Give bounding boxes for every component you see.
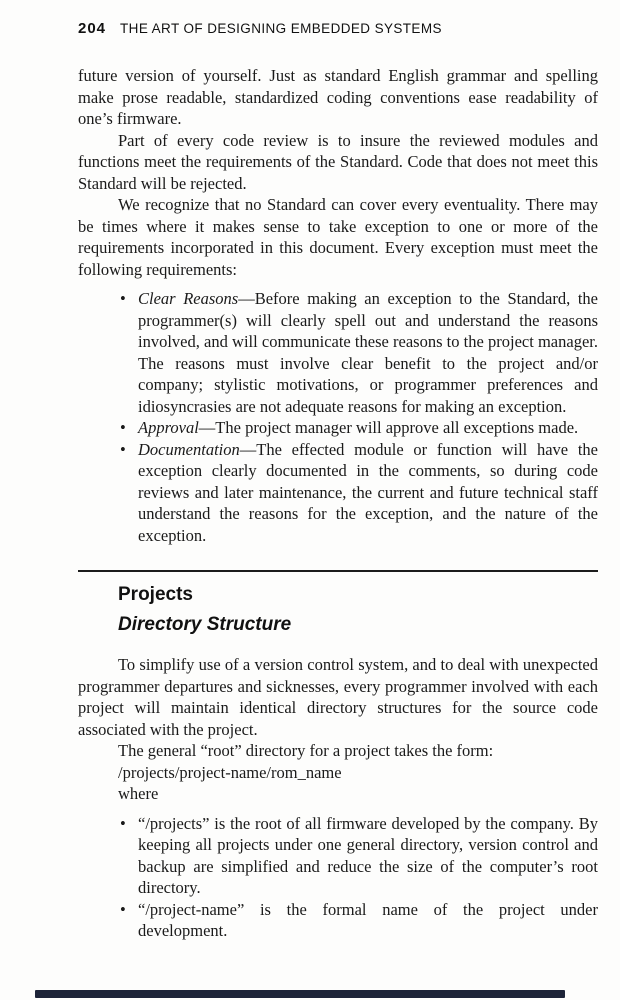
bullet-text: —The effected module or function will have the exception clearly documented in the comments, so during code reviews and later maintenance, the current and future technical staff understand the reasons for the exception, and the nature of the exception. [138,439,598,545]
bullet-term: Approval [138,418,199,437]
bullet-term: Clear Reasons [138,289,239,308]
bullet-text: —Before making an exception to the Standard, the programmer(s) will clearly spell out and understand the reasons involved, and will communicate these reasons to the project manager. The reasons must involve clear benefit to the project and/or company; stylistic motivations, or programmer preferences and idiosyncrasies are not adequate reasons for making an exception. [138,289,598,416]
section-divider-rule [78,570,598,572]
running-header [78,20,598,37]
list-item-projects-root [118,813,598,899]
bullet-text: “/projects” is the root of all firmware developed by the company. By keeping all projects under one general directory, version control and backup are simplified and reduce the size of the computer’s root directory. [138,813,598,897]
bullet-text: “/project-name” is the formal name of the project under development. [138,899,598,940]
paragraph-version-control: To simplify use of a version control system, and to deal with unexpected programmer departures and sicknesses, every programmer involved with each project will maintain identical directory structures for the source code associated with the project. [78,655,598,739]
directory-definitions-list [78,813,598,942]
list-item-documentation [118,439,598,547]
paragraph-code-review: Part of every code review is to insure the reviewed modules and functions meet the requirements of the Standard. Code that does not meet this Standard will be rejected. [78,130,598,193]
book-title: THE ART OF DESIGNING EMBEDDED SYSTEMS [120,21,442,36]
line-root-directory-intro: The general “root” directory for a project takes the form: [118,741,494,760]
list-item-clear-reasons [118,288,598,417]
line-where: where [118,784,159,803]
subheading-directory-structure: Directory Structure [118,614,292,635]
page-number: 204 [78,20,107,37]
list-item-approval [118,417,598,439]
bullet-text: —The project manager will approve all exceptions made. [198,418,579,437]
paragraph-continuation: future version of yourself. Just as standard English grammar and spelling make prose readable, standardized coding conventions ease readability of one’s firmware. [78,66,598,128]
scan-edge-artifact [35,990,565,998]
exception-requirements-list [78,288,598,546]
line-directory-path: /projects/project-name/rom_name [118,762,342,782]
section-heading-projects: Projects [118,584,193,605]
bullet-term: Documentation [138,439,240,459]
list-item-project-name [118,899,598,942]
paragraph-exceptions: We recognize that no Standard can cover every eventuality. There may be times where it makes sense to take exception to one or more of the requirements incorporated in this document. Every exception must meet the following requirements: [78,195,598,279]
